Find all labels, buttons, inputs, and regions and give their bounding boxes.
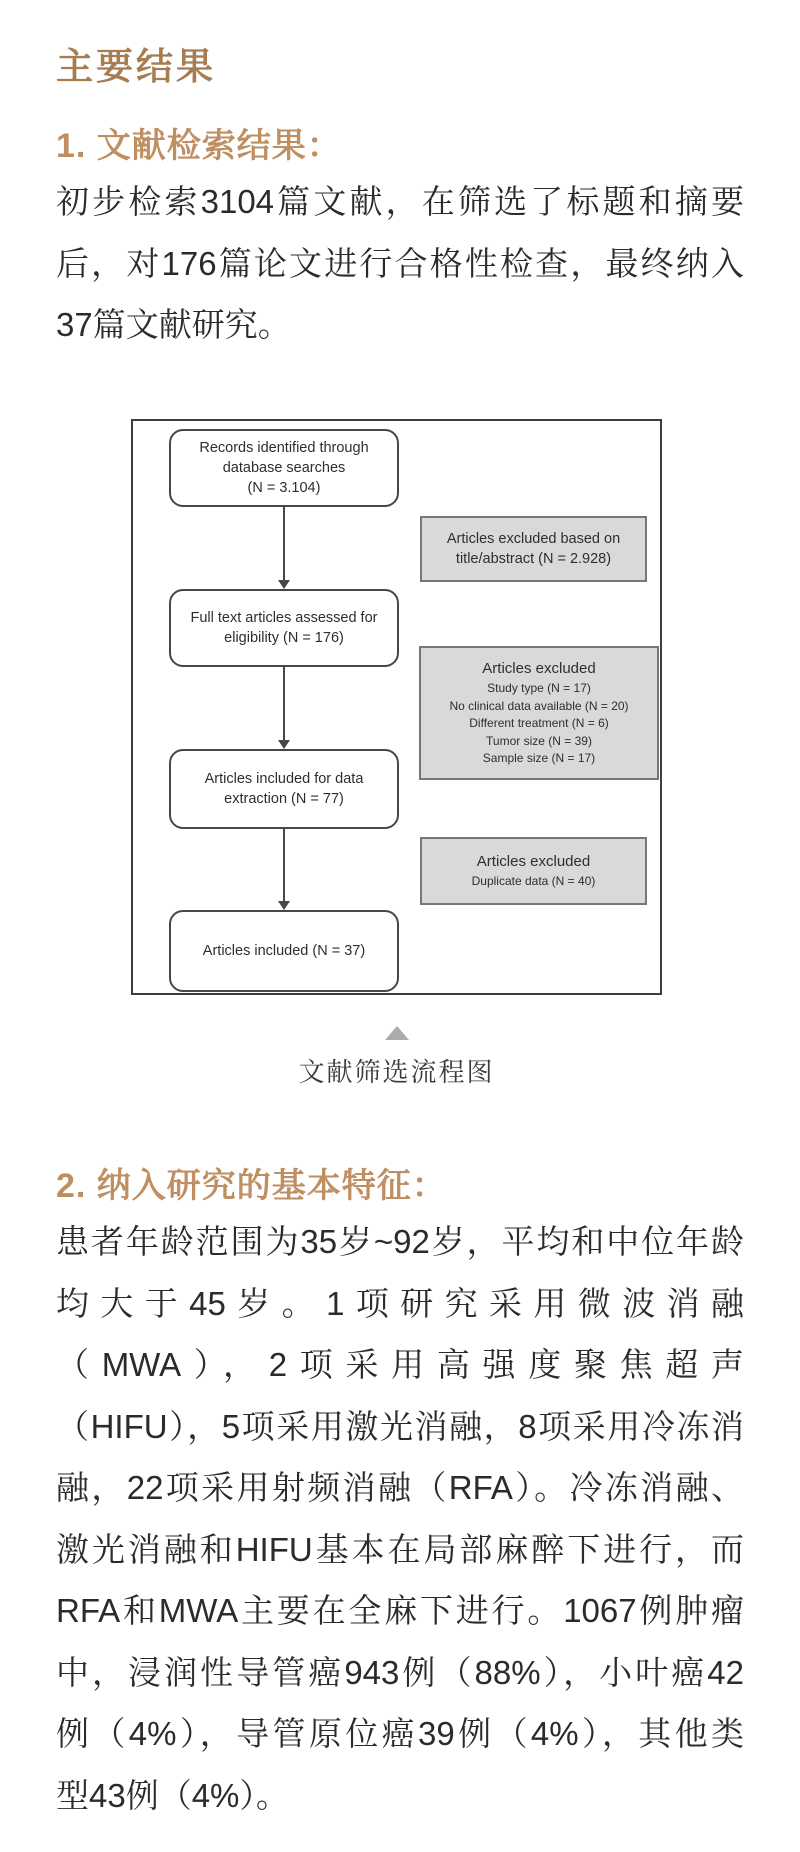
section-2-paragraph: [56, 1211, 744, 1826]
paragraph-line: 激光消融和HIFU基本在局部麻醉下进行，而: [56, 1530, 744, 1568]
flow-box-line: extraction (N = 77): [224, 791, 344, 807]
paragraph-line: 均大于45岁。1项研究采用微波消融: [56, 1284, 744, 1322]
paragraph-line: （HIFU），5项采用激光消融，8项采用冷冻消: [56, 1407, 744, 1445]
exclusion-reason: Sample size (N = 17): [482, 751, 596, 766]
paragraph-line: 融，22项采用射频消融（RFA）。冷冻消融、: [56, 1469, 744, 1506]
exclusion-box-title: Articles excluded: [482, 660, 596, 678]
exclusion-reason: Duplicate data (N = 40): [471, 874, 596, 889]
flow-box-line: Articles included (N = 37): [202, 943, 366, 959]
paragraph-line: 后，对176篇论文进行合格性检查，最终纳入: [56, 244, 744, 282]
paragraph-line: 初步检索3104篇文献，在筛选了标题和摘要: [56, 183, 744, 220]
exclusion-reason: No clinical data available (N = 20): [449, 698, 629, 713]
paragraph-line: 患者年龄范围为35岁~92岁，平均和中位年龄: [56, 1223, 744, 1260]
paragraph-line: （MWA），2项采用高强度聚焦超声: [56, 1346, 744, 1383]
flow-box-line: Articles included for data: [204, 771, 364, 787]
exclusion-reason: Study type (N = 17): [487, 681, 591, 696]
flow-box-line: Full text articles assessed for: [190, 610, 378, 626]
paragraph-line: 型43例（4%）。: [56, 1776, 289, 1814]
flow-box-records: [169, 429, 399, 507]
caption-pointer-icon: [385, 1026, 409, 1040]
figure-caption: 文献筛选流程图: [298, 1057, 495, 1087]
flow-box-line: (N = 3.104): [247, 480, 321, 496]
exclusion-box-title: Articles excluded: [476, 853, 591, 871]
flow-box-line: eligibility (N = 176): [224, 630, 344, 646]
exclusion-box-line: title/abstract (N = 2.928): [455, 551, 612, 567]
exclusion-box-line: Articles excluded based on: [446, 531, 621, 547]
paragraph-line: 中，浸润性导管癌943例（88%），小叶癌42: [56, 1653, 744, 1691]
flow-arrow-down-icon: [283, 507, 285, 581]
exclusion-reason: Tumor size (N = 39): [486, 733, 592, 748]
flow-box-data-extraction: [169, 749, 399, 829]
paragraph-line: 37篇文献研究。: [56, 306, 291, 343]
exclusion-box-eligibility: [419, 646, 659, 780]
flow-box-line: database searches: [222, 460, 346, 476]
flow-box-fulltext: [169, 589, 399, 667]
exclusion-box-title-abstract: [420, 516, 647, 582]
exclusion-box-duplicate: [420, 837, 647, 905]
prisma-flowchart: [131, 419, 662, 995]
paragraph-line: 例（4%），导管原位癌39例（4%），其他类: [56, 1715, 744, 1752]
exclusion-reason: Different treatment (N = 6): [469, 716, 609, 731]
section-2-heading: 2. 纳入研究的基本特征：: [56, 1167, 447, 1205]
paragraph-line: RFA和MWA主要在全麻下进行。1067例肿瘤: [56, 1592, 744, 1629]
flow-box-line: Records identified through: [199, 440, 369, 456]
flow-box-included: [169, 910, 399, 992]
section-1-paragraph: [56, 171, 744, 356]
page-title: 主要结果: [56, 47, 216, 88]
flow-arrow-down-icon: [283, 667, 285, 741]
flow-arrow-down-icon: [283, 829, 285, 902]
section-1-heading: 1. 文献检索结果：: [56, 127, 342, 165]
